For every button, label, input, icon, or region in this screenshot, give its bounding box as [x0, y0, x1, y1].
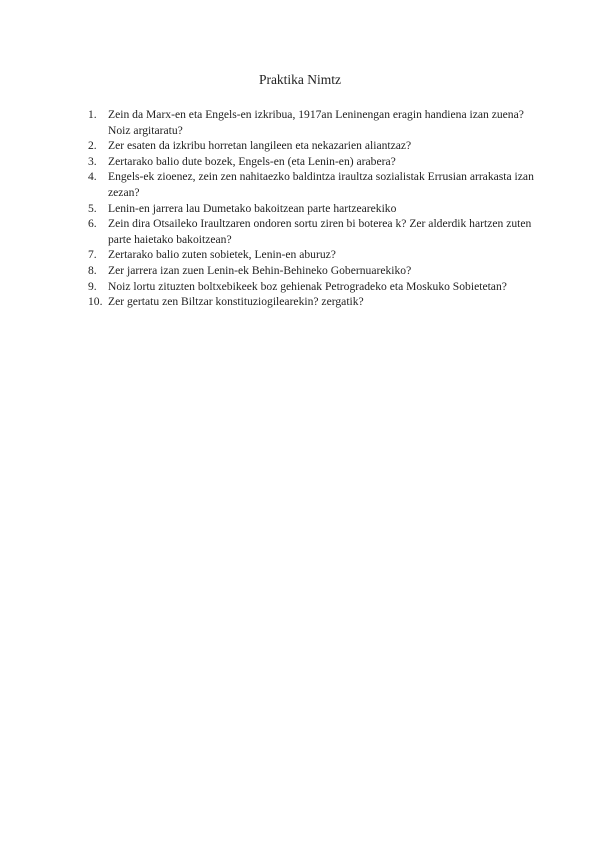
item-number: 8.	[88, 263, 97, 277]
item-number: 10.	[88, 295, 103, 309]
list-item	[88, 247, 538, 263]
item-text: Noiz lortu zituzten boltxebikeek boz gehienak Petrogradeko eta Moskuko Sobietetan?	[108, 279, 507, 293]
item-number: 2.	[88, 139, 97, 153]
list-item	[88, 201, 538, 217]
item-text: Zertarako balio zuten sobietek, Lenin-en aburuz?	[108, 248, 336, 262]
item-number: 3.	[88, 154, 97, 168]
item-number: 7.	[88, 248, 97, 262]
item-text: Zer esaten da izkribu horretan langileen eta nekazarien aliantzaz?	[108, 139, 412, 153]
list-item	[88, 154, 538, 170]
item-text: Zein dira Otsaileko Iraultzaren ondoren sortu ziren bi boterea k? Zer alderdik hartzen zuten parte haietako bakoitzean?	[108, 217, 532, 246]
item-number: 5.	[88, 201, 97, 215]
list-item	[88, 263, 538, 279]
item-text: Zer jarrera izan zuen Lenin-ek Behin-Behineko Gobernuarekiko?	[108, 263, 412, 277]
item-text: Lenin-en jarrera lau Dumetako bakoitzean parte hartzearekiko	[108, 201, 397, 215]
question-list	[88, 107, 538, 310]
list-item	[88, 294, 538, 310]
list-item	[88, 279, 538, 295]
list-item	[88, 216, 538, 247]
item-text: Zertarako balio dute bozek, Engels-en (eta Lenin-en) arabera?	[108, 154, 396, 168]
item-text: Zein da Marx-en eta Engels-en izkribua, 1917an Leninengan eragin handiena izan zuena? Noiz argitaratu?	[108, 108, 524, 137]
list-item	[88, 169, 538, 200]
item-text: Zer gertatu zen Biltzar konstituziogilearekin? zergatik?	[108, 295, 364, 309]
item-number: 1.	[88, 108, 97, 121]
item-number: 6.	[88, 217, 97, 231]
document-title: Praktika Nimtz	[258, 72, 342, 87]
item-number: 4.	[88, 170, 97, 184]
item-text: Engels-ek zioenez, zein zen nahitaezko baldintza iraultza sozialistak Errusian arrakasta izan zezan?	[108, 170, 534, 199]
list-item	[88, 107, 538, 138]
item-number: 9.	[88, 279, 97, 293]
list-item	[88, 138, 538, 154]
